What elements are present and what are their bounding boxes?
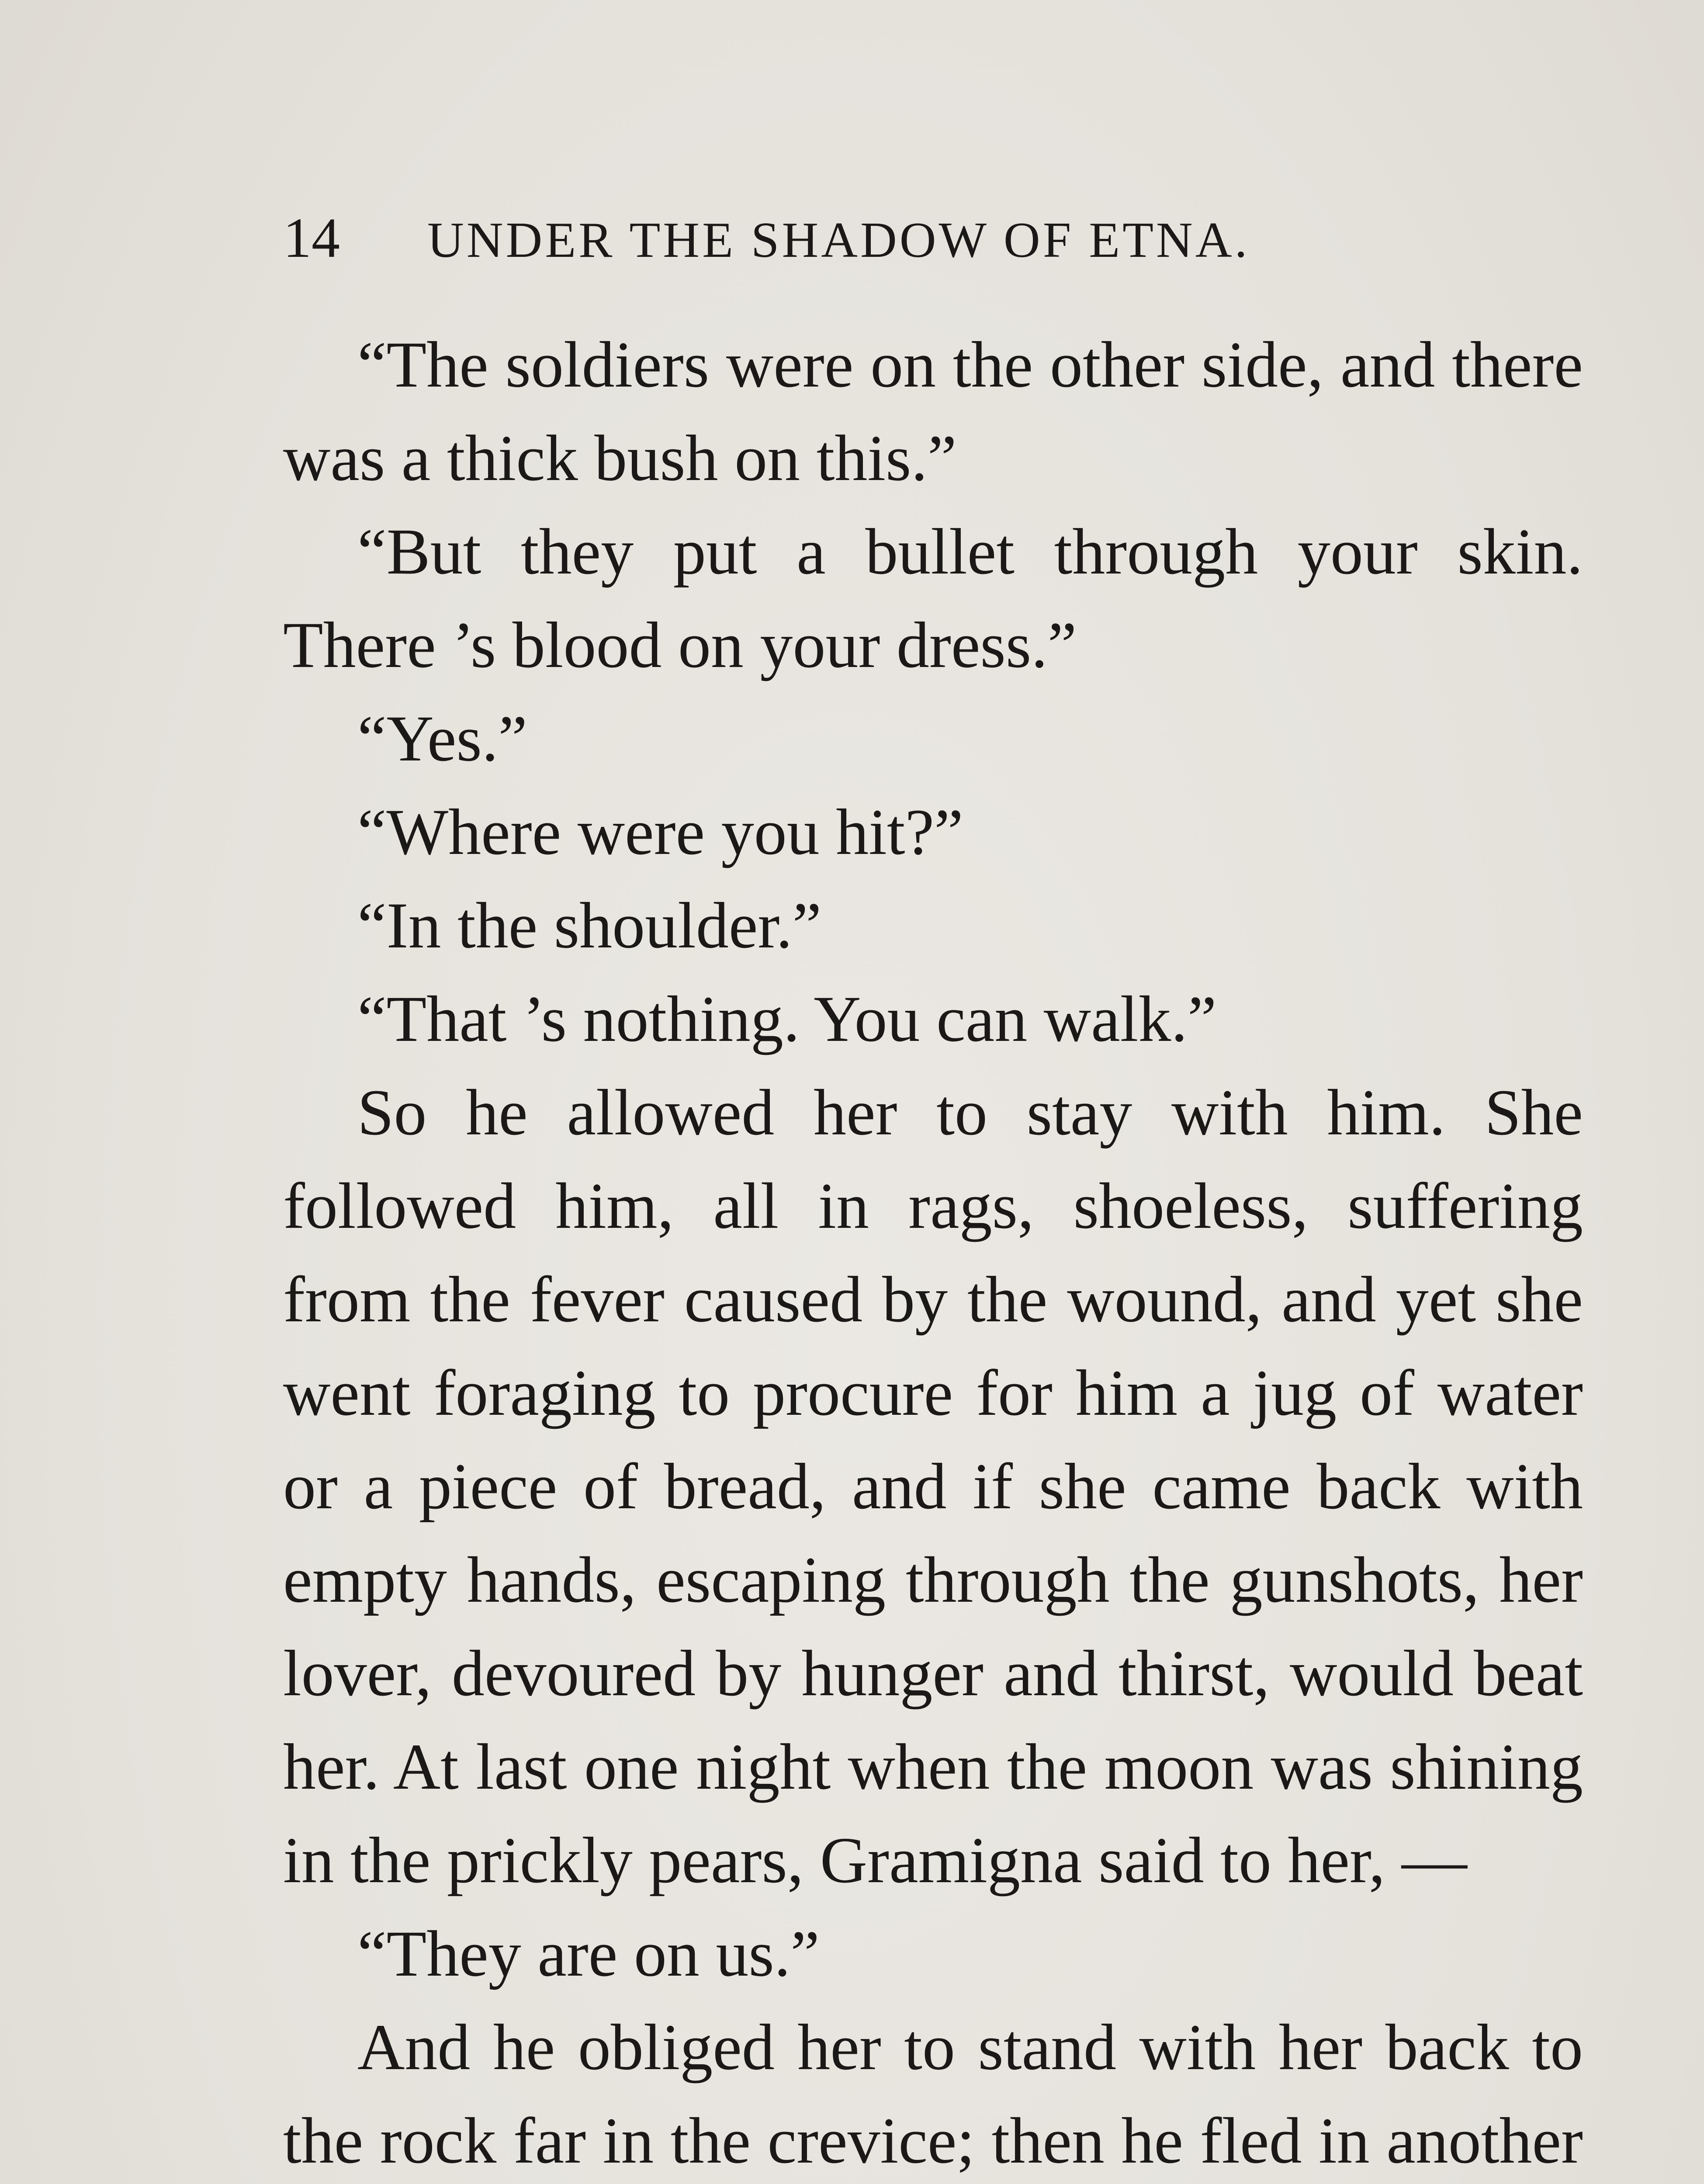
paragraph: “They are on us.” bbox=[357, 1918, 820, 1990]
paragraph: “That ’s nothing. You can walk.” bbox=[357, 983, 1217, 1055]
page-number: 14 bbox=[283, 207, 340, 270]
paragraph: “In the shoulder.” bbox=[357, 889, 822, 962]
body-text bbox=[283, 318, 1583, 2184]
paragraph: So he allowed her to stay with him. She followed him, all in rags, shoeless, suffering from the fever caused by the wound, and yet she went foraging to procure for him a jug of water or a piece of bread, and if she came back with empty hands, escaping through the gunshots, her lover, devoured by hunger and thirst, would beat her. At last one night when the moon was shining in the prickly pears, Gramigna said to her, — bbox=[283, 1076, 1583, 1897]
paragraph: And he obliged her to stand with her back to the rock far in the crevice; then he fled in another bbox=[283, 2011, 1583, 2177]
paragraph: “The soldiers were on the other side, and there was a thick bush on this.” bbox=[283, 328, 1583, 494]
paragraph: “But they put a bullet through your skin. There ’s blood on your dress.” bbox=[283, 515, 1583, 681]
paragraph: “Where were you hit?” bbox=[357, 796, 963, 868]
paragraph: “Yes.” bbox=[357, 702, 527, 775]
running-title: UNDER THE SHADOW OF ETNA. bbox=[427, 212, 1250, 268]
running-head bbox=[283, 205, 1419, 271]
